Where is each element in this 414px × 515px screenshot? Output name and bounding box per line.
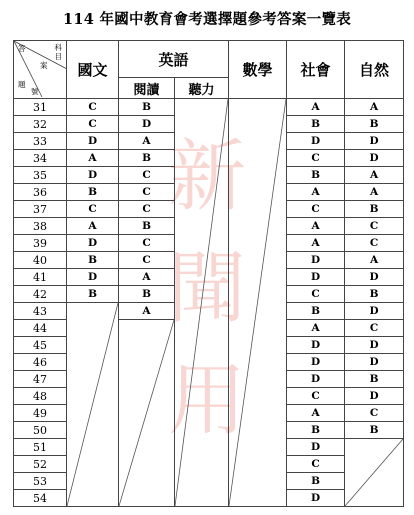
corner-header — [14, 41, 67, 99]
diagonal-strike — [175, 99, 228, 506]
corner-label: 號 — [31, 87, 39, 96]
answer-science: D — [345, 269, 404, 286]
answer-social: A — [287, 235, 345, 252]
question-number: 45 — [14, 337, 67, 354]
answer-social: A — [287, 320, 345, 337]
answer-chinese: C — [67, 201, 119, 218]
watermark-char-3: 用 — [167, 356, 246, 446]
answer-social: D — [287, 252, 345, 269]
answer-social: B — [287, 473, 345, 490]
answer-rows — [14, 99, 404, 507]
answer-social: D — [287, 133, 345, 150]
header-science: 自然 — [345, 41, 404, 99]
answer-reading: D — [119, 116, 175, 133]
answer-science: D — [345, 388, 404, 405]
answer-science: A — [345, 184, 404, 201]
answer-chinese: B — [67, 286, 119, 303]
answer-social: C — [287, 456, 345, 473]
corner-label: 案 — [40, 61, 48, 70]
header-listening: 聽力 — [175, 78, 229, 99]
answer-social: A — [287, 184, 345, 201]
question-number: 40 — [14, 252, 67, 269]
answer-social: D — [287, 354, 345, 371]
answer-reading: A — [119, 303, 175, 320]
answer-science: A — [345, 167, 404, 184]
question-number: 50 — [14, 422, 67, 439]
answer-social: B — [287, 116, 345, 133]
page-title: 114 年國中教育會考選擇題參考答案一覽表 — [62, 11, 352, 28]
question-number: 31 — [14, 99, 67, 116]
answer-chinese: B — [67, 184, 119, 201]
question-number: 39 — [14, 235, 67, 252]
answer-reading: C — [119, 201, 175, 218]
answer-reading: C — [119, 252, 175, 269]
question-number: 44 — [14, 320, 67, 337]
answer-science: B — [345, 116, 404, 133]
answer-chinese: D — [67, 133, 119, 150]
answer-chinese: C — [67, 99, 119, 116]
answer-social: C — [287, 150, 345, 167]
answer-chinese: C — [67, 116, 119, 133]
question-number: 48 — [14, 388, 67, 405]
diagonal-strike — [345, 439, 403, 506]
answer-chinese: A — [67, 150, 119, 167]
answer-social: C — [287, 201, 345, 218]
blank-listening — [175, 99, 229, 507]
answer-science: A — [345, 252, 404, 269]
answer-social: D — [287, 371, 345, 388]
answer-social: A — [287, 99, 345, 116]
question-number: 49 — [14, 405, 67, 422]
answer-social: C — [287, 388, 345, 405]
answer-reading: C — [119, 167, 175, 184]
question-number: 42 — [14, 286, 67, 303]
question-number: 52 — [14, 456, 67, 473]
answer-social: A — [287, 218, 345, 235]
answer-science: C — [345, 320, 404, 337]
corner-label: 目 — [54, 52, 62, 61]
answer-reading: B — [119, 99, 175, 116]
answer-reading: B — [119, 150, 175, 167]
answer-social: D — [287, 337, 345, 354]
header-math: 數學 — [229, 41, 287, 99]
answer-chinese: D — [67, 167, 119, 184]
answer-science: A — [345, 99, 404, 116]
header-chinese: 國文 — [67, 41, 119, 99]
question-number: 37 — [14, 201, 67, 218]
blank-reading — [119, 320, 175, 507]
answer-science: D — [345, 303, 404, 320]
answer-science: D — [345, 133, 404, 150]
question-number: 43 — [14, 303, 67, 320]
diagonal-strike — [119, 320, 174, 506]
blank-science — [345, 439, 404, 507]
answer-chinese: D — [67, 235, 119, 252]
answer-reading: B — [119, 286, 175, 303]
question-number: 36 — [14, 184, 67, 201]
answer-social: B — [287, 303, 345, 320]
question-number: 53 — [14, 473, 67, 490]
watermark-char-2: 聞 — [167, 244, 246, 334]
answer-reading: A — [119, 269, 175, 286]
answer-chinese: B — [67, 252, 119, 269]
answer-social: A — [287, 405, 345, 422]
answer-reading: A — [119, 133, 175, 150]
question-number: 51 — [14, 439, 67, 456]
question-number: 35 — [14, 167, 67, 184]
diagonal-strike — [67, 303, 118, 506]
blank-math — [229, 99, 287, 507]
answer-chinese: D — [67, 269, 119, 286]
answer-reading: C — [119, 184, 175, 201]
answer-science: D — [345, 150, 404, 167]
header-reading: 閱讀 — [119, 78, 175, 99]
answer-social: B — [287, 422, 345, 439]
question-number: 54 — [14, 490, 67, 507]
corner-label: 題 — [18, 80, 26, 89]
question-number: 41 — [14, 269, 67, 286]
diagonal-strike — [229, 99, 286, 506]
answer-science: C — [345, 405, 404, 422]
answer-science: B — [345, 201, 404, 218]
watermark-char-1: 新 — [167, 132, 246, 222]
answer-table — [13, 40, 404, 507]
answer-science: B — [345, 422, 404, 439]
answer-science: D — [345, 354, 404, 371]
answer-reading: B — [119, 218, 175, 235]
corner-label: 科 — [54, 43, 62, 52]
question-number: 46 — [14, 354, 67, 371]
answer-social: B — [287, 167, 345, 184]
header-english: 英語 — [119, 41, 229, 78]
answer-science: B — [345, 371, 404, 388]
corner-label: 答 — [18, 44, 26, 53]
answer-science: D — [345, 337, 404, 354]
answer-science: C — [345, 218, 404, 235]
question-number: 34 — [14, 150, 67, 167]
question-number: 32 — [14, 116, 67, 133]
answer-social: D — [287, 490, 345, 507]
table-row — [14, 99, 404, 116]
answer-chinese: A — [67, 218, 119, 235]
question-number: 33 — [14, 133, 67, 150]
answer-reading: C — [119, 235, 175, 252]
answer-social: C — [287, 286, 345, 303]
header-social: 社會 — [287, 41, 345, 99]
answer-social: D — [287, 439, 345, 456]
blank-chinese — [67, 303, 119, 507]
question-number: 38 — [14, 218, 67, 235]
answer-science: B — [345, 286, 404, 303]
answer-science: C — [345, 235, 404, 252]
answer-social: D — [287, 269, 345, 286]
question-number: 47 — [14, 371, 67, 388]
